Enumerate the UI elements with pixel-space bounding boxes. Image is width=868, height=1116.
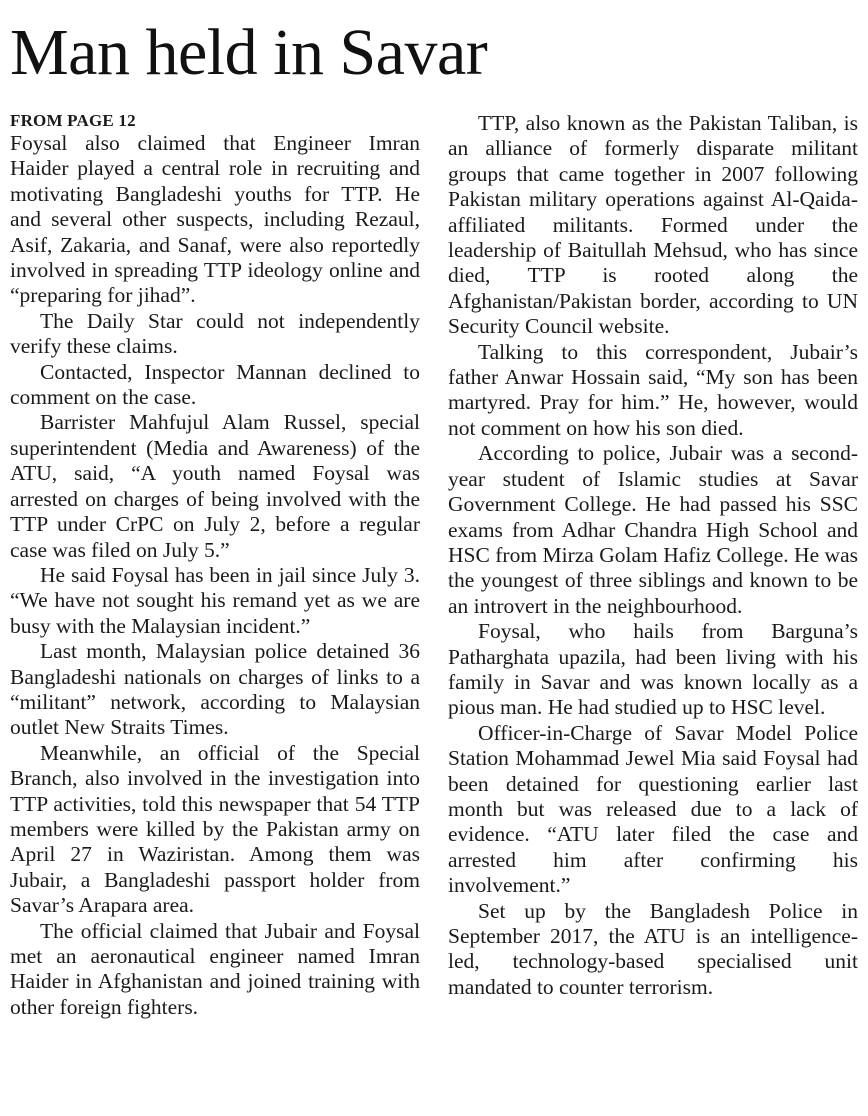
right-column <box>448 111 858 1020</box>
paragraph: Foysal also claimed that Engineer Imran Haider played a central role in recruiting and motivating Bangladeshi youths for TTP. He and several other suspects, including Rezaul, Asif, Zakaria, and Sanaf, were also reportedly involved in spreading TTP ideology online and “preparing for jihad”. <box>10 131 420 308</box>
headline: Man held in Savar <box>10 16 488 89</box>
paragraph: TTP, also known as the Pakistan Taliban, is an alliance of formerly disparate militant groups that came together in 2007 following Pakistan military operations against Al-Qaida-affiliated militants. Formed under the leadership of Baitullah Mehsud, who has since died, TTP is rooted along the Afghanistan/Pakistan border, according to UN Security Council website. <box>448 111 858 339</box>
paragraph: Last month, Malaysian police detained 36 Bangladeshi nationals on charges of links to a “militant” network, according to Malaysian outlet New Straits Times. <box>10 639 420 740</box>
paragraph: The Daily Star could not independently verify these claims. <box>10 308 420 359</box>
paragraph: Barrister Mahfujul Alam Russel, special superintendent (Media and Awareness) of the ATU, said, “A youth named Foysal was arrested on charges of being involved with the TTP under CrPC on July 2, before a regular case was filed on July 5.” <box>10 410 420 562</box>
paragraph: Foysal, who hails from Barguna’s Patharghata upazila, had been living with his family in Savar and was known locally as a pious man. He had studied up to HSC level. <box>448 619 858 720</box>
paragraph: Talking to this correspondent, Jubair’s father Anwar Hossain said, “My son has been martyred. Pray for him.” He, however, would not comment on how his son died. <box>448 339 858 440</box>
paragraph: Contacted, Inspector Mannan declined to comment on the case. <box>10 359 420 410</box>
continuation-label: FROM PAGE 12 <box>10 111 136 130</box>
article-body <box>10 111 858 1020</box>
paragraph: The official claimed that Jubair and Foysal met an aeronautical engineer named Imran Haider in Afghanistan and joined training with other foreign fighters. <box>10 918 420 1019</box>
paragraph: Meanwhile, an official of the Special Branch, also involved in the investigation into TTP activities, told this newspaper that 54 TTP members were killed by the Pakistan army on April 27 in Waziristan. Among them was Jubair, a Bangladeshi passport holder from Savar’s Arapara area. <box>10 740 420 918</box>
paragraph: He said Foysal has been in jail since July 3. “We have not sought his remand yet as we are busy with the Malaysian incident.” <box>10 562 420 638</box>
paragraph: According to police, Jubair was a second-year student of Islamic studies at Savar Government College. He had passed his SSC exams from Adhar Chandra High School and HSC from Mirza Golam Hafiz College. He was the youngest of three siblings and known to be an introvert in the neighbourhood. <box>448 441 858 618</box>
paragraph: Set up by the Bangladesh Police in September 2017, the ATU is an intelligence-led, technology-based specialised unit mandated to counter terrorism. <box>448 898 858 999</box>
left-column <box>10 111 420 1020</box>
paragraph: Officer-in-Charge of Savar Model Police Station Mohammad Jewel Mia said Foysal had been detained for questioning earlier last month but was released due to a lack of evidence. “ATU later filed the case and arrested him after confirming his involvement.” <box>448 720 858 898</box>
